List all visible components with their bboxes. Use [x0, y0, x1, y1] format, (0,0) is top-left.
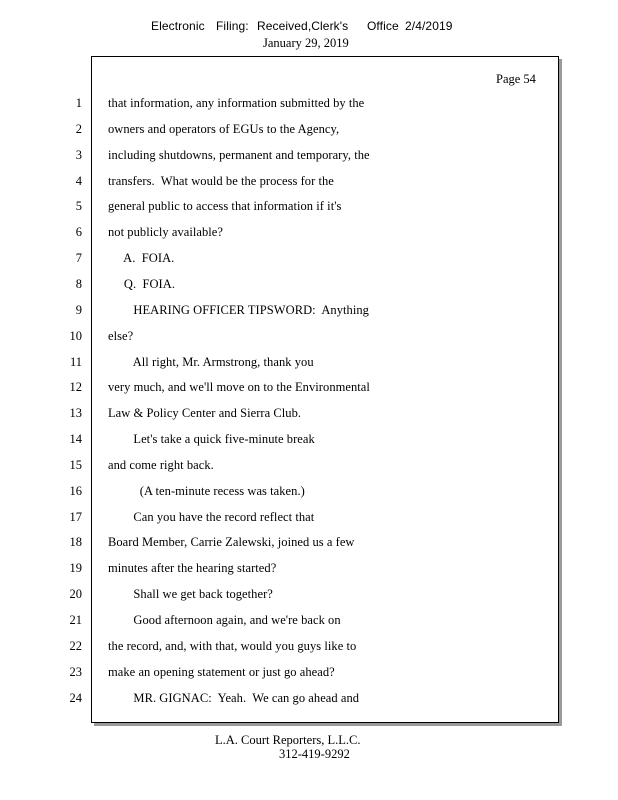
- line-number: 4: [75, 174, 82, 188]
- filed-date: January 29, 2019: [263, 36, 349, 50]
- stamp-word-office: Office: [367, 19, 399, 33]
- transcript-line: else?: [108, 329, 134, 343]
- line-number: 23: [69, 665, 82, 679]
- transcript-line: very much, and we'll move on to the Environmental: [108, 380, 370, 394]
- stamp-word-received: Received,Clerk's: [257, 19, 349, 33]
- line-number: 8: [75, 277, 82, 291]
- transcript-line: Law & Policy Center and Sierra Club.: [108, 406, 302, 420]
- line-number: 24: [69, 691, 82, 705]
- transcript-line: Board Member, Carrie Zalewski, joined us a few: [108, 535, 355, 549]
- line-number: 21: [69, 613, 82, 627]
- line-number: 18: [69, 535, 82, 549]
- line-number: 5: [75, 199, 82, 213]
- line-number: 1: [75, 96, 82, 110]
- stamp-word-electronic: Electronic: [151, 19, 205, 33]
- line-number: 11: [69, 355, 82, 369]
- line-number: 9: [75, 303, 82, 317]
- line-number: 15: [69, 458, 82, 472]
- transcript-line: minutes after the hearing started?: [108, 561, 277, 575]
- transcript-line: Q. FOIA.: [108, 277, 176, 291]
- transcript-line: HEARING OFFICER TIPSWORD: Anything: [108, 303, 369, 317]
- transcript-line: (A ten-minute recess was taken.): [108, 484, 305, 498]
- transcript-line: the record, and, with that, would you guys like to: [108, 639, 357, 653]
- transcript-line: All right, Mr. Armstrong, thank you: [108, 355, 314, 369]
- line-number: 2: [75, 122, 82, 136]
- line-number: 20: [69, 587, 82, 601]
- line-number: 12: [69, 380, 82, 394]
- transcript-line: that information, any information submitted by the: [108, 96, 365, 110]
- footer-phone: 312-419-9292: [279, 747, 350, 761]
- line-number: 3: [75, 148, 82, 162]
- stamp-word-filing: Filing:: [216, 19, 249, 33]
- transcript-line: Let's take a quick five-minute break: [108, 432, 315, 446]
- line-number: 7: [75, 251, 82, 265]
- line-number: 17: [69, 510, 82, 524]
- stamp-word-date: 2/4/2019: [405, 19, 453, 33]
- transcript-line: including shutdowns, permanent and temporary, the: [108, 148, 370, 162]
- line-number: 6: [75, 225, 82, 239]
- transcript-line: Can you have the record reflect that: [108, 510, 315, 524]
- line-number: 19: [69, 561, 82, 575]
- transcript-line: not publicly available?: [108, 225, 223, 239]
- transcript-line: transfers. What would be the process for the: [108, 174, 334, 188]
- line-number: 13: [69, 406, 82, 420]
- line-number: 16: [69, 484, 82, 498]
- transcript-line: make an opening statement or just go ahead?: [108, 665, 335, 679]
- transcript-line: general public to access that information if it's: [108, 199, 342, 213]
- transcript-line: Good afternoon again, and we're back on: [108, 613, 341, 627]
- page-number: Page 54: [496, 72, 536, 86]
- line-number: 22: [69, 639, 82, 653]
- transcript-line: and come right back.: [108, 458, 214, 472]
- transcript-line: MR. GIGNAC: Yeah. We can go ahead and: [108, 691, 360, 705]
- line-number: 14: [69, 432, 82, 446]
- transcript-line: Shall we get back together?: [108, 587, 273, 601]
- transcript-line: A. FOIA.: [108, 251, 175, 265]
- line-number: 10: [69, 329, 82, 343]
- transcript-line: owners and operators of EGUs to the Agency,: [108, 122, 340, 136]
- footer-reporter: L.A. Court Reporters, L.L.C.: [215, 733, 361, 747]
